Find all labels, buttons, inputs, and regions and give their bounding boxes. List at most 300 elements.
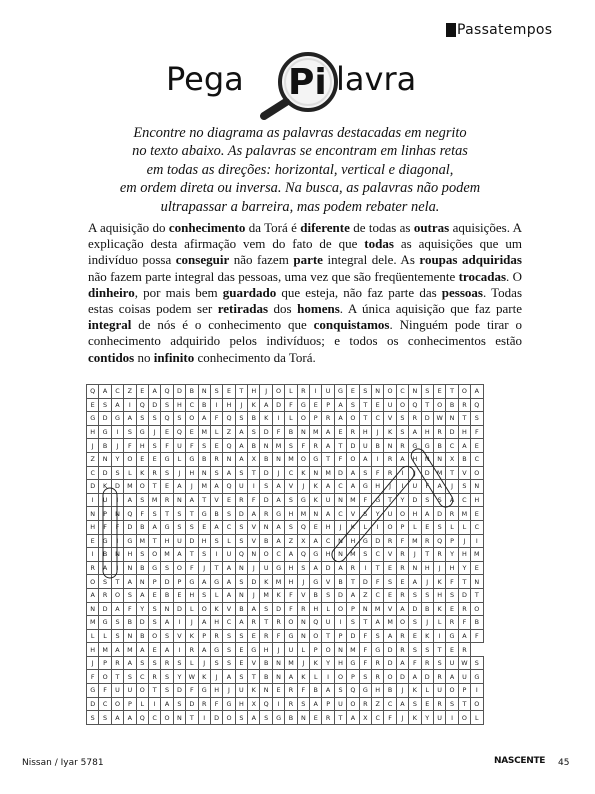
grid-letter[interactable]: F	[186, 684, 198, 698]
grid-letter[interactable]: T	[186, 548, 198, 562]
grid-letter[interactable]: A	[272, 520, 284, 534]
grid-letter[interactable]: K	[310, 656, 322, 670]
grid-letter[interactable]: A	[396, 697, 408, 711]
grid-letter[interactable]: H	[260, 643, 272, 657]
grid-letter[interactable]: G	[297, 493, 309, 507]
grid-letter[interactable]: E	[272, 684, 284, 698]
grid-letter[interactable]: A	[173, 548, 185, 562]
grid-letter[interactable]: S	[471, 656, 483, 670]
grid-letter[interactable]: A	[124, 711, 136, 725]
grid-letter[interactable]: G	[248, 643, 260, 657]
grid-letter[interactable]: C	[223, 616, 235, 630]
grid-letter[interactable]: F	[272, 629, 284, 643]
grid-letter[interactable]: B	[124, 616, 136, 630]
grid-letter[interactable]: V	[384, 548, 396, 562]
grid-letter[interactable]: O	[87, 575, 99, 589]
grid-letter[interactable]: Q	[223, 412, 235, 426]
grid-letter[interactable]: R	[260, 507, 272, 521]
grid-letter[interactable]: A	[198, 412, 210, 426]
grid-letter[interactable]: H	[421, 425, 433, 439]
grid-letter[interactable]: B	[260, 656, 272, 670]
grid-letter[interactable]: D	[99, 466, 111, 480]
grid-letter[interactable]: J	[433, 561, 445, 575]
grid-letter[interactable]: T	[111, 670, 123, 684]
grid-letter[interactable]: P	[310, 412, 322, 426]
grid-letter[interactable]: S	[173, 697, 185, 711]
grid-letter[interactable]: H	[210, 684, 222, 698]
grid-letter[interactable]: F	[396, 534, 408, 548]
grid-letter[interactable]: A	[446, 493, 458, 507]
grid-letter[interactable]: I	[334, 616, 346, 630]
grid-letter[interactable]: B	[198, 398, 210, 412]
grid-letter[interactable]: M	[347, 643, 359, 657]
grid-letter[interactable]: A	[223, 588, 235, 602]
grid-letter[interactable]: S	[136, 656, 148, 670]
grid-letter[interactable]: C	[272, 548, 284, 562]
grid-letter[interactable]: D	[334, 588, 346, 602]
grid-letter[interactable]: S	[223, 629, 235, 643]
grid-letter[interactable]: K	[409, 711, 421, 725]
grid-letter[interactable]: O	[334, 670, 346, 684]
grid-letter[interactable]: A	[272, 534, 284, 548]
grid-letter[interactable]: A	[384, 629, 396, 643]
grid-letter[interactable]: H	[347, 534, 359, 548]
grid-letter[interactable]: P	[322, 398, 334, 412]
grid-letter[interactable]: S	[421, 643, 433, 657]
grid-letter[interactable]: S	[446, 697, 458, 711]
grid-letter[interactable]: S	[384, 575, 396, 589]
grid-letter[interactable]: O	[124, 452, 136, 466]
grid-letter[interactable]: N	[334, 548, 346, 562]
grid-letter[interactable]: F	[446, 575, 458, 589]
grid-letter[interactable]: A	[235, 439, 247, 453]
grid-letter[interactable]: X	[297, 534, 309, 548]
grid-letter[interactable]: B	[99, 439, 111, 453]
grid-letter[interactable]: J	[198, 561, 210, 575]
grid-letter[interactable]: H	[198, 534, 210, 548]
grid-letter[interactable]: A	[111, 643, 123, 657]
grid-letter[interactable]: N	[173, 711, 185, 725]
grid-letter[interactable]: O	[471, 602, 483, 616]
grid-letter[interactable]: T	[248, 466, 260, 480]
grid-letter[interactable]: A	[322, 480, 334, 494]
grid-letter[interactable]: K	[384, 425, 396, 439]
grid-letter[interactable]: O	[396, 616, 408, 630]
grid-letter[interactable]: I	[111, 561, 123, 575]
grid-letter[interactable]: J	[248, 561, 260, 575]
grid-letter[interactable]: P	[347, 670, 359, 684]
grid-letter[interactable]: F	[471, 425, 483, 439]
grid-letter[interactable]: G	[136, 425, 148, 439]
grid-letter[interactable]: Z	[124, 385, 136, 399]
grid-letter[interactable]: N	[471, 480, 483, 494]
grid-letter[interactable]: C	[186, 398, 198, 412]
grid-letter[interactable]: U	[384, 507, 396, 521]
grid-letter[interactable]: R	[396, 548, 408, 562]
grid-letter[interactable]: R	[396, 439, 408, 453]
grid-letter[interactable]: C	[446, 439, 458, 453]
grid-letter[interactable]: H	[446, 561, 458, 575]
grid-letter[interactable]: P	[310, 643, 322, 657]
grid-letter[interactable]: U	[446, 656, 458, 670]
grid-letter[interactable]: R	[433, 670, 445, 684]
grid-letter[interactable]: A	[223, 466, 235, 480]
grid-letter[interactable]: B	[384, 684, 396, 698]
grid-letter[interactable]: R	[260, 629, 272, 643]
grid-letter[interactable]: N	[223, 452, 235, 466]
grid-letter[interactable]: P	[99, 656, 111, 670]
grid-letter[interactable]: A	[409, 425, 421, 439]
grid-letter[interactable]: S	[148, 507, 160, 521]
grid-letter[interactable]: S	[124, 588, 136, 602]
grid-letter[interactable]: M	[458, 507, 470, 521]
grid-letter[interactable]: T	[359, 616, 371, 630]
grid-letter[interactable]: R	[384, 466, 396, 480]
grid-letter[interactable]: N	[161, 602, 173, 616]
grid-letter[interactable]: S	[210, 656, 222, 670]
grid-letter[interactable]: S	[161, 684, 173, 698]
grid-letter[interactable]: A	[347, 711, 359, 725]
grid-letter[interactable]: M	[310, 425, 322, 439]
grid-letter[interactable]: P	[458, 684, 470, 698]
grid-letter[interactable]: U	[235, 480, 247, 494]
grid-letter[interactable]: Y	[421, 711, 433, 725]
grid-letter[interactable]: A	[111, 398, 123, 412]
grid-letter[interactable]: B	[310, 588, 322, 602]
grid-letter[interactable]: R	[285, 684, 297, 698]
grid-letter[interactable]: B	[458, 452, 470, 466]
grid-letter[interactable]: M	[297, 507, 309, 521]
grid-letter[interactable]: P	[396, 520, 408, 534]
grid-letter[interactable]: A	[235, 616, 247, 630]
grid-letter[interactable]: H	[223, 398, 235, 412]
grid-letter[interactable]: T	[161, 507, 173, 521]
grid-letter[interactable]: N	[409, 561, 421, 575]
grid-letter[interactable]: H	[87, 425, 99, 439]
grid-letter[interactable]: B	[136, 520, 148, 534]
grid-letter[interactable]: D	[322, 561, 334, 575]
grid-letter[interactable]: U	[173, 534, 185, 548]
grid-letter[interactable]: L	[285, 385, 297, 399]
grid-letter[interactable]: D	[173, 602, 185, 616]
grid-letter[interactable]: G	[223, 697, 235, 711]
grid-letter[interactable]: O	[347, 452, 359, 466]
grid-letter[interactable]: N	[471, 575, 483, 589]
grid-letter[interactable]: R	[148, 670, 160, 684]
grid-letter[interactable]: M	[285, 452, 297, 466]
grid-letter[interactable]: R	[210, 629, 222, 643]
grid-letter[interactable]: C	[396, 385, 408, 399]
grid-letter[interactable]: N	[409, 385, 421, 399]
grid-letter[interactable]: S	[210, 466, 222, 480]
grid-letter[interactable]: V	[458, 466, 470, 480]
grid-letter[interactable]: B	[371, 439, 383, 453]
grid-letter[interactable]: A	[458, 439, 470, 453]
grid-letter[interactable]: A	[161, 616, 173, 630]
grid-letter[interactable]: L	[446, 520, 458, 534]
grid-letter[interactable]: A	[99, 561, 111, 575]
grid-letter[interactable]: S	[347, 398, 359, 412]
grid-letter[interactable]: T	[322, 452, 334, 466]
grid-letter[interactable]: T	[446, 385, 458, 399]
grid-letter[interactable]: B	[235, 602, 247, 616]
grid-letter[interactable]: Q	[87, 385, 99, 399]
grid-letter[interactable]: M	[285, 656, 297, 670]
grid-letter[interactable]: W	[433, 412, 445, 426]
grid-letter[interactable]: A	[235, 452, 247, 466]
grid-letter[interactable]: F	[210, 697, 222, 711]
grid-letter[interactable]: D	[99, 412, 111, 426]
grid-letter[interactable]: O	[136, 480, 148, 494]
grid-letter[interactable]: C	[334, 480, 346, 494]
grid-letter[interactable]: B	[260, 670, 272, 684]
grid-letter[interactable]: A	[148, 520, 160, 534]
grid-letter[interactable]: R	[359, 697, 371, 711]
grid-letter[interactable]: T	[359, 412, 371, 426]
grid-letter[interactable]: F	[285, 398, 297, 412]
grid-letter[interactable]: S	[173, 520, 185, 534]
grid-letter[interactable]: H	[409, 452, 421, 466]
grid-letter[interactable]: B	[334, 575, 346, 589]
grid-letter[interactable]: I	[210, 398, 222, 412]
grid-letter[interactable]: J	[458, 534, 470, 548]
grid-letter[interactable]: D	[173, 684, 185, 698]
grid-letter[interactable]: S	[136, 548, 148, 562]
grid-letter[interactable]: G	[99, 616, 111, 630]
grid-letter[interactable]: H	[186, 588, 198, 602]
grid-letter[interactable]: S	[347, 616, 359, 630]
grid-letter[interactable]: A	[186, 493, 198, 507]
grid-letter[interactable]: R	[161, 656, 173, 670]
grid-letter[interactable]: A	[347, 588, 359, 602]
grid-letter[interactable]: Q	[409, 398, 421, 412]
grid-letter[interactable]: N	[272, 452, 284, 466]
grid-letter[interactable]: V	[248, 534, 260, 548]
grid-letter[interactable]: N	[136, 575, 148, 589]
grid-letter[interactable]: R	[322, 412, 334, 426]
grid-letter[interactable]: H	[285, 507, 297, 521]
grid-letter[interactable]: C	[136, 670, 148, 684]
grid-letter[interactable]: E	[446, 643, 458, 657]
grid-letter[interactable]: Q	[297, 548, 309, 562]
grid-letter[interactable]: R	[347, 561, 359, 575]
grid-letter[interactable]: J	[297, 575, 309, 589]
grid-letter[interactable]: E	[223, 385, 235, 399]
grid-letter[interactable]: S	[210, 385, 222, 399]
grid-letter[interactable]: R	[347, 425, 359, 439]
grid-letter[interactable]: O	[173, 561, 185, 575]
grid-letter[interactable]: F	[359, 643, 371, 657]
grid-letter[interactable]: V	[173, 629, 185, 643]
grid-letter[interactable]: M	[471, 548, 483, 562]
grid-letter[interactable]: E	[148, 452, 160, 466]
grid-letter[interactable]: S	[223, 643, 235, 657]
grid-letter[interactable]: U	[235, 684, 247, 698]
grid-letter[interactable]: E	[248, 629, 260, 643]
grid-letter[interactable]: G	[285, 629, 297, 643]
grid-letter[interactable]: S	[421, 588, 433, 602]
grid-letter[interactable]: G	[371, 643, 383, 657]
grid-letter[interactable]: D	[111, 480, 123, 494]
grid-letter[interactable]: C	[334, 507, 346, 521]
grid-letter[interactable]: A	[124, 575, 136, 589]
grid-letter[interactable]: R	[433, 697, 445, 711]
grid-letter[interactable]: D	[161, 575, 173, 589]
grid-letter[interactable]: F	[359, 629, 371, 643]
grid-letter[interactable]: S	[409, 588, 421, 602]
grid-letter[interactable]: E	[87, 534, 99, 548]
grid-letter[interactable]: F	[99, 684, 111, 698]
grid-letter[interactable]: R	[458, 643, 470, 657]
grid-letter[interactable]: B	[186, 385, 198, 399]
grid-letter[interactable]: L	[136, 697, 148, 711]
grid-letter[interactable]: T	[235, 385, 247, 399]
grid-letter[interactable]: M	[347, 548, 359, 562]
grid-letter[interactable]: S	[359, 385, 371, 399]
grid-letter[interactable]: M	[161, 548, 173, 562]
grid-letter[interactable]: D	[409, 602, 421, 616]
grid-letter[interactable]: K	[347, 520, 359, 534]
grid-letter[interactable]: B	[198, 452, 210, 466]
grid-letter[interactable]: C	[322, 534, 334, 548]
grid-letter[interactable]: S	[285, 439, 297, 453]
grid-letter[interactable]: A	[136, 588, 148, 602]
grid-letter[interactable]: J	[334, 520, 346, 534]
grid-letter[interactable]: U	[458, 670, 470, 684]
grid-letter[interactable]: S	[148, 412, 160, 426]
grid-letter[interactable]: H	[310, 602, 322, 616]
grid-letter[interactable]: A	[409, 670, 421, 684]
grid-letter[interactable]: E	[396, 575, 408, 589]
grid-letter[interactable]: J	[210, 670, 222, 684]
grid-letter[interactable]: L	[359, 520, 371, 534]
grid-letter[interactable]: S	[148, 602, 160, 616]
grid-letter[interactable]: T	[186, 711, 198, 725]
grid-letter[interactable]: R	[458, 398, 470, 412]
grid-letter[interactable]: I	[124, 398, 136, 412]
grid-letter[interactable]: A	[285, 670, 297, 684]
grid-letter[interactable]: H	[285, 561, 297, 575]
grid-letter[interactable]: K	[248, 684, 260, 698]
grid-letter[interactable]: L	[124, 466, 136, 480]
grid-letter[interactable]: D	[260, 425, 272, 439]
grid-letter[interactable]: S	[235, 466, 247, 480]
grid-letter[interactable]: M	[198, 480, 210, 494]
grid-letter[interactable]: M	[347, 493, 359, 507]
grid-letter[interactable]: N	[297, 616, 309, 630]
grid-letter[interactable]: S	[148, 616, 160, 630]
grid-letter[interactable]: T	[210, 561, 222, 575]
grid-letter[interactable]: B	[248, 439, 260, 453]
grid-letter[interactable]: N	[198, 385, 210, 399]
grid-letter[interactable]: F	[136, 507, 148, 521]
grid-letter[interactable]: S	[433, 520, 445, 534]
grid-letter[interactable]: D	[458, 588, 470, 602]
grid-letter[interactable]: D	[260, 466, 272, 480]
grid-letter[interactable]: N	[260, 684, 272, 698]
grid-letter[interactable]: N	[124, 561, 136, 575]
grid-letter[interactable]: E	[87, 398, 99, 412]
grid-letter[interactable]: T	[334, 711, 346, 725]
grid-letter[interactable]: I	[173, 643, 185, 657]
grid-letter[interactable]: S	[248, 425, 260, 439]
grid-letter[interactable]: E	[210, 439, 222, 453]
grid-letter[interactable]: N	[310, 507, 322, 521]
grid-letter[interactable]: S	[210, 534, 222, 548]
grid-letter[interactable]: U	[322, 385, 334, 399]
grid-letter[interactable]: D	[396, 670, 408, 684]
grid-letter[interactable]: T	[458, 575, 470, 589]
grid-letter[interactable]: O	[396, 507, 408, 521]
grid-letter[interactable]: D	[446, 425, 458, 439]
grid-letter[interactable]: R	[421, 656, 433, 670]
grid-letter[interactable]: A	[223, 575, 235, 589]
grid-letter[interactable]: H	[87, 520, 99, 534]
grid-letter[interactable]: Q	[124, 507, 136, 521]
grid-letter[interactable]: E	[161, 425, 173, 439]
grid-letter[interactable]: C	[371, 412, 383, 426]
grid-letter[interactable]: O	[148, 548, 160, 562]
grid-letter[interactable]: P	[322, 697, 334, 711]
grid-letter[interactable]: F	[359, 656, 371, 670]
grid-letter[interactable]: G	[359, 684, 371, 698]
grid-letter[interactable]: A	[322, 684, 334, 698]
grid-letter[interactable]: T	[334, 439, 346, 453]
grid-letter[interactable]: O	[334, 602, 346, 616]
grid-letter[interactable]: K	[210, 602, 222, 616]
grid-letter[interactable]: N	[235, 588, 247, 602]
grid-letter[interactable]: T	[446, 466, 458, 480]
grid-letter[interactable]: W	[186, 670, 198, 684]
grid-letter[interactable]: L	[186, 602, 198, 616]
grid-letter[interactable]: K	[433, 575, 445, 589]
grid-letter[interactable]: S	[359, 548, 371, 562]
grid-letter[interactable]: D	[248, 575, 260, 589]
grid-letter[interactable]: O	[471, 697, 483, 711]
grid-letter[interactable]: T	[198, 493, 210, 507]
grid-letter[interactable]: N	[111, 548, 123, 562]
grid-letter[interactable]: E	[235, 643, 247, 657]
grid-letter[interactable]: G	[347, 656, 359, 670]
grid-letter[interactable]: D	[334, 466, 346, 480]
grid-letter[interactable]: E	[471, 507, 483, 521]
grid-letter[interactable]: K	[198, 670, 210, 684]
grid-letter[interactable]: O	[347, 697, 359, 711]
grid-letter[interactable]: U	[359, 439, 371, 453]
grid-letter[interactable]: C	[285, 466, 297, 480]
grid-letter[interactable]: E	[471, 439, 483, 453]
grid-letter[interactable]: R	[433, 425, 445, 439]
grid-letter[interactable]: S	[173, 507, 185, 521]
grid-letter[interactable]: I	[272, 697, 284, 711]
grid-letter[interactable]: Y	[396, 493, 408, 507]
grid-letter[interactable]: E	[198, 520, 210, 534]
grid-letter[interactable]: T	[260, 616, 272, 630]
grid-letter[interactable]: S	[161, 670, 173, 684]
grid-letter[interactable]: J	[272, 466, 284, 480]
grid-letter[interactable]: U	[260, 561, 272, 575]
grid-letter[interactable]: H	[471, 493, 483, 507]
grid-letter[interactable]: Q	[173, 425, 185, 439]
grid-letter[interactable]: T	[347, 575, 359, 589]
grid-letter[interactable]: P	[347, 602, 359, 616]
grid-letter[interactable]: R	[148, 466, 160, 480]
grid-letter[interactable]: B	[136, 629, 148, 643]
grid-letter[interactable]: P	[198, 629, 210, 643]
grid-letter[interactable]: S	[99, 711, 111, 725]
grid-letter[interactable]: A	[347, 480, 359, 494]
grid-letter[interactable]: S	[136, 412, 148, 426]
